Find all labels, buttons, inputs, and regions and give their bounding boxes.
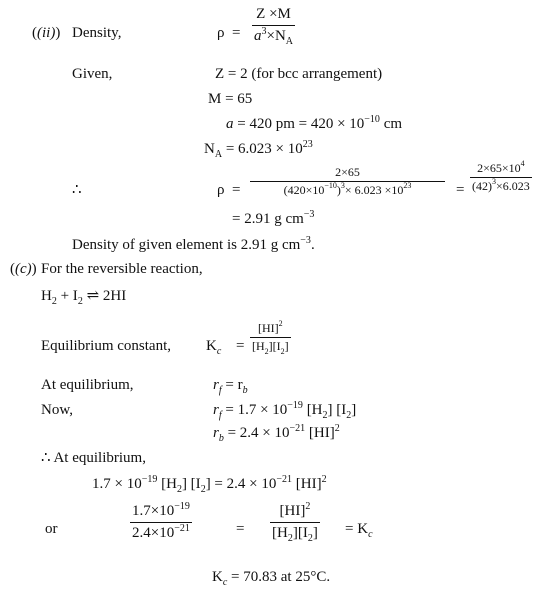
a-value: a = 420 pm = $420 \times 10^{-10}$ cm — [226, 114, 403, 132]
m-value: M = 65 — [208, 91, 253, 107]
rf-expression: $r_f = 1.7 \times 10^{-19}$ $[H_2]$ $[I_2]$ — [213, 400, 357, 421]
density-formula-denominator: $a^3\times N_A$ — [254, 25, 294, 47]
rb-expression: $r_b = 2.4 \times 10^{-21}$ [HI]$^2$ — [213, 423, 340, 444]
rf-equals-rb: $r_f = r_b$ — [213, 377, 248, 396]
ratio-fraction — [130, 503, 192, 541]
calc-denominator-1: $(420\times 10^{-10})^3\times 6.023 \times 10^{23}$ — [283, 181, 412, 198]
density-formula-numerator: Z ×M — [252, 6, 295, 26]
kc-symbol: $K_c$ — [206, 338, 222, 357]
ratio-kc-equals: = $K_c$ — [345, 521, 373, 540]
kc-numerator: [HI]$^2$ — [250, 322, 291, 338]
equals-sign-calc: = — [232, 182, 241, 198]
ratio-denominator: $2.4\times 10^{-21}$ — [132, 522, 190, 541]
ratio-kc-fraction — [270, 501, 320, 544]
item-label-ii: ((ii)) — [32, 25, 61, 41]
density-label: Density, — [72, 25, 122, 41]
density-result: = 2.91 g $cm^{-3}$ — [232, 209, 315, 227]
density-calc-fraction-1 — [250, 166, 445, 197]
reaction-equation: $H_2 + I_2$ ⇌ 2HI — [41, 288, 127, 307]
ratio-numerator: $1.7\times 10^{-19}$ — [130, 503, 192, 523]
equals-sign-calc-2: = — [456, 182, 465, 198]
density-calc-fraction-2b — [470, 159, 532, 194]
equals-sign: = — [232, 25, 241, 41]
kc-equals: = — [236, 338, 245, 354]
kc-label: Equilibrium constant, — [41, 338, 171, 354]
equilibrium-equation: $1.7 \times 10^{-19}$ $[H_2] [I_2] = 2.4 \times 10^{-21}$ [HI]$^2$ — [92, 474, 327, 495]
rho-symbol: ρ — [217, 25, 225, 41]
at-equilibrium-label: At equilibrium, — [41, 377, 134, 393]
density-conclusion: Density of given element is 2.91 g $cm^{-3}$. — [72, 235, 315, 253]
reaction-intro: For the reversible reaction, — [41, 261, 203, 277]
z-value: Z = 2 (for bcc arrangement) — [215, 66, 383, 82]
ratio-equals: = — [236, 521, 245, 537]
final-kc-result: $K_c = 70.83$ at 25°C. — [212, 569, 331, 588]
ratio-kc-denominator: $[H_2][I_2]$ — [272, 524, 318, 544]
therefore-equilibrium: ∴ At equilibrium, — [41, 450, 146, 466]
calc-numerator-2: $2\times 65\times 10^4$ — [470, 162, 532, 178]
or-label: or — [45, 521, 58, 537]
now-label: Now, — [41, 402, 73, 418]
kc-denominator: $[H_2][I_2]$ — [252, 339, 289, 357]
na-value: $N_A = 6.023 \times 10^{23}$ — [204, 139, 313, 160]
density-formula — [252, 6, 295, 47]
item-label-ii-text: (ii) — [37, 25, 56, 41]
calc-numerator-1: 2×65 — [250, 166, 445, 182]
kc-fraction — [250, 319, 291, 357]
calc-denominator-2: $(42)^3\times 6.023$ — [472, 177, 530, 194]
given-label: Given, — [72, 66, 113, 82]
item-label-c: ((c)) — [10, 261, 37, 277]
ratio-kc-numerator: [HI]$^2$ — [270, 503, 320, 523]
rho-symbol-calc: ρ — [217, 182, 225, 198]
therefore-symbol: ∴ — [72, 182, 82, 198]
